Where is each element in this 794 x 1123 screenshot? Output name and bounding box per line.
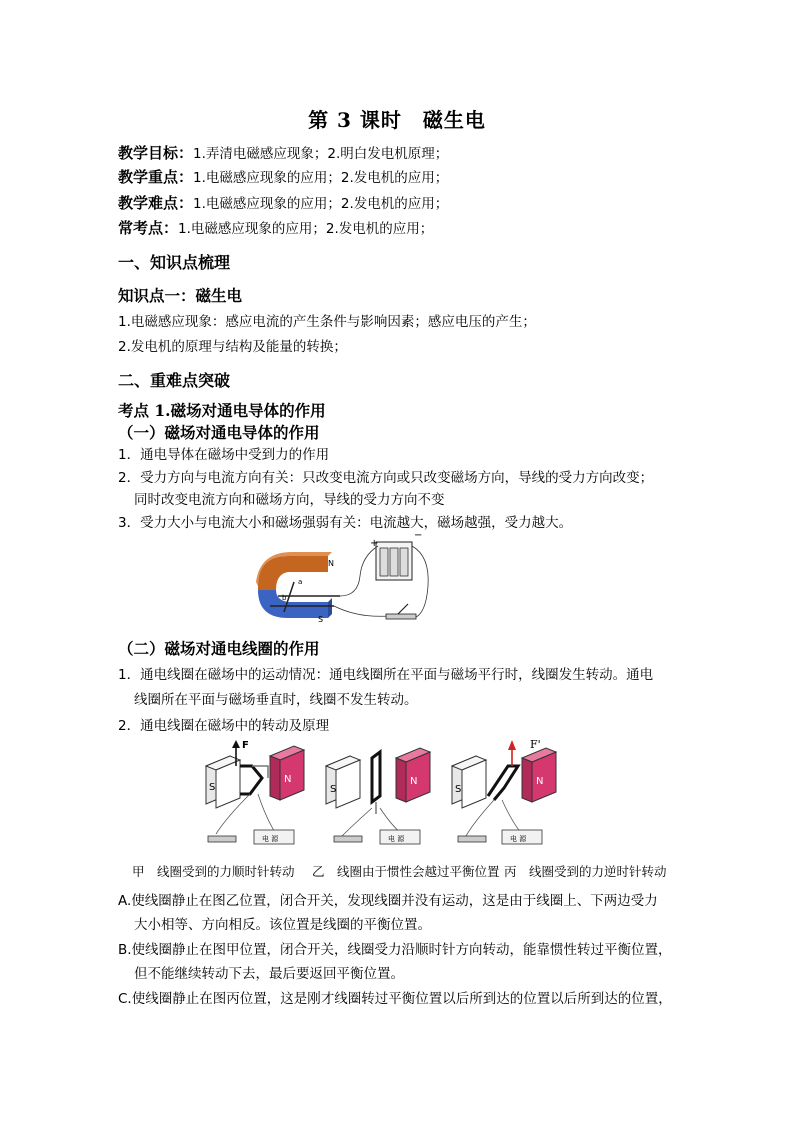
test-text: 1.电磁感应现象的应用；2.发电机的应用； <box>178 221 434 237</box>
panel-c-s: S <box>455 784 462 795</box>
kp-item-1: 1.电磁感应现象：感应电流的产生条件与影响因素；感应电压的产生； <box>118 314 536 330</box>
panel-b-battery: 电 源 <box>388 835 405 843</box>
subtopic-2-heading: （二）磁场对通电线圈的作用 <box>118 639 320 658</box>
label-minus: − <box>414 530 423 541</box>
section-2-heading: 二、重难点突破 <box>118 371 231 390</box>
objective-test <box>118 217 698 238</box>
caption-a: 甲 线圈受到的力顺时针转动 <box>132 864 295 879</box>
page-title: 第 3 课时 磁生电 <box>308 108 486 132</box>
test-label: 常考点： <box>118 219 179 237</box>
para-3: 3．受力大小与电流大小和磁场强弱有关：电流越大，磁场越强，受力越大。 <box>118 515 573 531</box>
wire-2 <box>412 546 428 618</box>
label-n: N <box>328 559 334 568</box>
kp-item-2: 2.发电机的原理与结构及能量的转换； <box>118 339 347 355</box>
panel-b-n: N <box>410 776 418 787</box>
label-plus: + <box>370 538 379 549</box>
magnet-bottom-arm <box>258 590 328 618</box>
para-a1: A.使线圈静止在图乙位置，闭合开关，发现线圈并没有运动，这是由于线圈上、下两边受力 <box>118 893 658 909</box>
diff-label: 教学难点： <box>118 194 194 212</box>
knowledge-point-heading: 知识点一：磁生电 <box>118 286 243 305</box>
para-b1: B.使线圈静止在图甲位置，闭合开关，线圈受力沿顺时针方向转动，能靠惯性转过平衡位置， <box>118 942 672 958</box>
panel-c <box>452 738 556 844</box>
panel-b <box>326 748 430 844</box>
objective-difficulty <box>118 192 698 213</box>
subtopic-1-heading: （一）磁场对通电导体的作用 <box>118 423 320 442</box>
panel-a <box>206 740 304 844</box>
goal-label: 教学目标： <box>118 144 194 162</box>
key-text: 1.电磁感应现象的应用；2.发电机的应用； <box>193 170 449 186</box>
switch-base <box>386 614 416 619</box>
panel-c-n: N <box>536 776 544 787</box>
magnet-circuit-figure <box>248 526 438 626</box>
panel-a-n: N <box>284 774 292 785</box>
para-q1a: 1．通电线圈在磁场中的运动情况：通电线圈所在平面与磁场平行时，线圈发生转动。通电 <box>118 667 654 683</box>
section-1-heading: 一、知识点梳理 <box>118 253 231 272</box>
para-a2: 大小相等、方向相反。该位置是线圈的平衡位置。 <box>134 917 431 933</box>
panel-b-s: S <box>330 784 337 795</box>
para-c1: C.使线圈静止在图丙位置，这是刚才线圈转过平衡位置以后所到达的位置以后所到达的位置， <box>118 991 672 1007</box>
panel-c-battery: 电 源 <box>510 835 527 843</box>
panel-c-f: F' <box>530 738 541 751</box>
para-2b: 同时改变电流方向和磁场方向，导线的受力方向不变 <box>134 492 445 508</box>
topic-heading: 考点 1.磁场对通电导体的作用 <box>118 401 326 420</box>
panel-a-s: S <box>209 782 216 793</box>
para-1: 1．通电导体在磁场中受到力的作用 <box>118 447 330 463</box>
objective-key <box>118 166 698 187</box>
para-q1b: 线圈所在平面与磁场垂直时，线圈不发生转动。 <box>134 692 418 708</box>
magnet-bottom-side <box>328 598 332 618</box>
label-a: a <box>298 578 303 586</box>
wire-1 <box>340 546 378 596</box>
para-b2: 但不能继续转动下去，最后要返回平衡位置。 <box>134 966 404 982</box>
key-label: 教学重点： <box>118 168 194 186</box>
panel-a-battery: 电 源 <box>262 835 279 843</box>
objective-goal <box>118 142 698 163</box>
panel-a-f: F <box>242 740 249 751</box>
label-b: b <box>282 594 287 602</box>
wire-3 <box>334 606 388 616</box>
label-s: S <box>318 615 324 624</box>
para-2a: 2．受力方向与电流方向有关：只改变电流方向或只改变磁场方向，导线的受力方向改变； <box>118 470 654 486</box>
coil-rotation-figure <box>196 738 566 856</box>
para-q2: 2．通电线圈在磁场中的转动及原理 <box>118 718 330 734</box>
goal-text: 1.弄清电磁感应现象；2.明白发电机原理； <box>193 146 449 162</box>
caption-c: 丙 线圈受到的力逆时针转动 <box>504 864 667 879</box>
diff-text: 1.电磁感应现象的应用；2.发电机的应用； <box>193 196 449 212</box>
caption-b: 乙 线圈由于惯性会越过平衡位置 <box>312 864 500 879</box>
switch-lever <box>398 604 408 614</box>
